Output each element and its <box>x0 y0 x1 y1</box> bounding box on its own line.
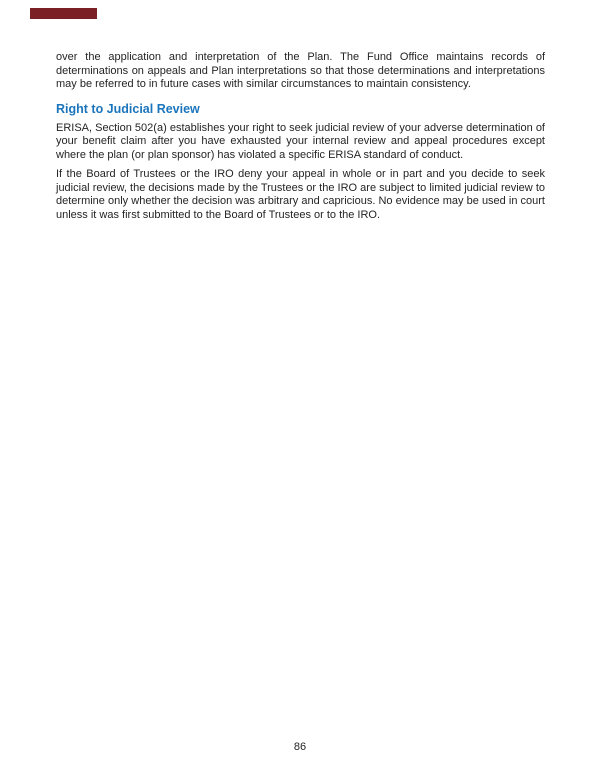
paragraph-plan-interpretation: over the application and interpretation of the Plan. The Fund Office maintains records of determinations on appeals and Plan interpretations so that those determinations and interpretations may be referred to in future cases with similar circumstances to maintain consistency. <box>56 51 545 90</box>
page-number: 86 <box>293 741 307 753</box>
paragraph-limited-judicial-review: If the Board of Trustees or the IRO deny your appeal in whole or in part and you decide to seek judicial review, the decisions made by the Trustees or the IRO are subject to limited judicial review to determine only whether the decision was arbitrary and capricious. No evidence may be used in court unless it was first submitted to the Board of Trustees or to the IRO. <box>56 168 545 221</box>
section-heading-judicial-review: Right to Judicial Review <box>56 101 200 116</box>
page-text-block <box>56 51 545 228</box>
paragraph-erisa-502a: ERISA, Section 502(a) establishes your right to seek judicial review of your adverse determination of your benefit claim after you have exhausted your internal review and appeal procedures except where the plan (or plan sponsor) has violated a specific ERISA standard of conduct. <box>56 121 545 161</box>
red-corner-mark <box>30 8 97 19</box>
